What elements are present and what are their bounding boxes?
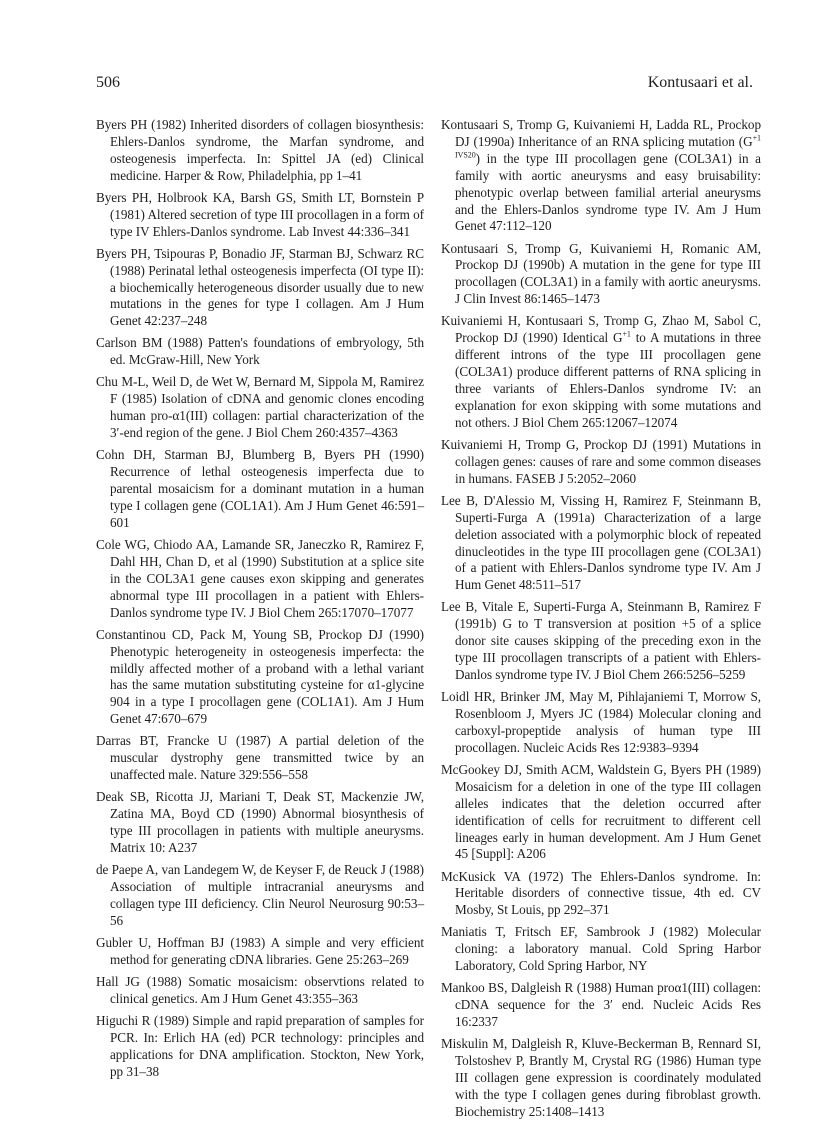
reference-entry: de Paepe A, van Landegem W, de Keyser F, de Reuck J (1988) Association of multiple intracranial aneurysms and collagen type III deficiency. Clin Neurol Neurosurg 90:53–56 bbox=[96, 862, 424, 928]
reference-entry: Hall JG (1988) Somatic mosaicism: observtions related to clinical genetics. Am J Hum Genet 43:355–363 bbox=[96, 973, 424, 1006]
superscript: +1 bbox=[622, 329, 631, 339]
reference-entry: Byers PH, Tsipouras P, Bonadio JF, Starman BJ, Schwarz RC (1988) Perinatal lethal osteogenesis imperfecta (OI type II): a biochemically heterogeneous disorder usually due to new mutations in the genes for type I collagen. Am J Hum Genet 42:237–248 bbox=[96, 245, 424, 329]
reference-entry: Constantinou CD, Pack M, Young SB, Prockop DJ (1990) Phenotypic heterogeneity in osteogenesis imperfecta: the mildly affected mother of a proband with a lethal variant has the same mutation substituting cysteine for α1-glycine 904 in a type I procollagen gene (COL1A1). Am J Hum Genet 47:670–679 bbox=[96, 626, 424, 727]
reference-entry: Byers PH, Holbrook KA, Barsh GS, Smith LT, Bornstein P (1981) Altered secretion of type III procollagen in a form of type IV Ehlers-Danlos syndrome. Lab Invest 44:336–341 bbox=[96, 189, 424, 239]
reference-entry: Loidl HR, Brinker JM, May M, Pihlajaniemi T, Morrow S, Rosenbloom J, Myers JC (1984) Molecular cloning and carboxyl-propeptide analysis of human type III procollagen. Nucleic Acids Res 12:9383–9394 bbox=[441, 689, 761, 755]
reference-entry: Kuivaniemi H, Tromp G, Prockop DJ (1991) Mutations in collagen genes: causes of rare and some common diseases in humans. FASEB J 5:2052–2060 bbox=[441, 436, 761, 486]
reference-entry: Chu M-L, Weil D, de Wet W, Bernard M, Sippola M, Ramirez F (1985) Isolation of cDNA and genomic clones encoding human pro-α1(III) collagen: partial characterization of the 3′-end region of the gene. J Biol Chem 260:4357–4363 bbox=[96, 374, 424, 441]
reference-entry: Higuchi R (1989) Simple and rapid preparation of samples for PCR. In: Erlich HA (ed) PCR technology: principles and applications for DNA amplification. Stockton, New York, pp 31–38 bbox=[96, 1012, 424, 1079]
reference-entry: Carlson BM (1988) Patten's foundations of embryology, 5th ed. McGraw-Hill, New York bbox=[96, 335, 424, 368]
reference-entry: Kontusaari S, Tromp G, Kuivaniemi H, Romanic AM, Prockop DJ (1990b) A mutation in the gene for type III procollagen (COL3A1) in a family with aortic aneurysms. J Clin Invest 86:1465–1473 bbox=[441, 240, 761, 307]
reference-entry: Lee B, Vitale E, Superti-Furga A, Steinmann B, Ramirez F (1991b) G to T transversion at position +5 of a splice donor site causes skipping of the preceding exon in the type III procollagen transcripts of a patient with Ehlers-Danlos syndrome type IV. J Biol Chem 266:5256–5259 bbox=[441, 599, 761, 683]
reference-entry: Gubler U, Hoffman BJ (1983) A simple and very efficient method for generating cDNA libraries. Gene 25:263–269 bbox=[96, 934, 424, 967]
page-header bbox=[96, 74, 753, 96]
reference-entry: Cohn DH, Starman BJ, Blumberg B, Byers PH (1990) Recurrence of lethal osteogenesis imperfecta due to parental mosaicism for a dominant mutation in a human type I collagen gene (COL1A1). Am J Hum Genet 46:591–601 bbox=[96, 447, 424, 530]
reference-entry: Kuivaniemi H, Kontusaari S, Tromp G, Zhao M, Sabol C, Prockop DJ (1990) Identical $G^{+1}$ to A mutations in three different introns of the type III procollagen gene (COL3A1) produce different patterns of RNA splicing in three variants of Ehlers-Danlos syndrome IV: an explanation for exon skipping with some mutations and not others. J Biol Chem 265:12067–12074 bbox=[441, 313, 761, 430]
reference-entry: Lee B, D'Alessio M, Vissing H, Ramirez F, Steinmann B, Superti-Furga A (1991a) Characterization of a large deletion associated with a polymorphic block of repeated dinucleotides in the type III procollagen gene (COL3A1) of a patient with Ehlers-Danlos syndrome type IV. Am J Hum Genet 48:511–517 bbox=[441, 492, 761, 593]
reference-entry: Miskulin M, Dalgleish R, Kluve-Beckerman B, Rennard SI, Tolstoshev P, Brantly M, Crystal RG (1986) Human type III collagen gene expression is coordinately modulated with the type I collagen genes during fibroblast growth. Biochemistry 25:1408–1413 bbox=[441, 1036, 761, 1119]
page-number: 506 bbox=[96, 74, 120, 91]
reference-entry: Deak SB, Ricotta JJ, Mariani T, Deak ST, Mackenzie JW, Zatina MA, Boyd CD (1990) Abnormal biosynthesis of type III procollagen in patients with multiple aneurysms. Matrix 10: A237 bbox=[96, 789, 424, 855]
reference-entry: Mankoo BS, Dalgleish R (1988) Human proα1(III) collagen: cDNA sequence for the 3′ end. Nucleic Acids Res 16:2337 bbox=[441, 980, 761, 1030]
reference-entry: McKusick VA (1972) The Ehlers-Danlos syndrome. In: Heritable disorders of connective tissue, 4th ed. CV Mosby, St Louis, pp 292–371 bbox=[441, 868, 761, 918]
reference-entry: Cole WG, Chiodo AA, Lamande SR, Janeczko R, Ramirez F, Dahl HH, Chan D, et al (1990) Substitution at a splice site in the COL3A1 gene causes exon skipping and generates abnormal type III procollagen in a patient with Ehlers-Danlos syndrome type IV. J Biol Chem 265:17070–17077 bbox=[96, 536, 424, 620]
running-head: Kontusaari et al. bbox=[647, 74, 753, 91]
reference-entry: Darras BT, Francke U (1987) A partial deletion of the muscular dystrophy gene transmitted twice by an unaffected male. Nature 329:556–558 bbox=[96, 733, 424, 783]
reference-entry: Maniatis T, Fritsch EF, Sambrook J (1982) Molecular cloning: a laboratory manual. Cold Spring Harbor Laboratory, Cold Spring Harbor, NY bbox=[441, 924, 761, 974]
references-left-column bbox=[96, 117, 424, 1086]
superscript: +1 IVS20 bbox=[455, 133, 761, 160]
references-right-column bbox=[441, 117, 761, 1126]
reference-entry: Kontusaari S, Tromp G, Kuivaniemi H, Ladda RL, Prockop DJ (1990a) Inheritance of an RNA splicing mutation $(G^{+1 IVS20})$ in the type III procollagen gene (COL3A1) in a family with aortic aneurysms and easy bruisability: phenotypic overlap between familial arterial aneurysms and the Ehlers-Danlos syndrome type IV. Am J Hum Genet 47:112–120 bbox=[441, 117, 761, 234]
reference-entry: McGookey DJ, Smith ACM, Waldstein G, Byers PH (1989) Mosaicism for a deletion in one of the type III collagen alleles indicates that the deletion occurred after identification of cells for recruitment to different cell lineages early in human development. Am J Hum Genet 45 [Suppl]: A206 bbox=[441, 761, 761, 862]
reference-entry: Byers PH (1982) Inherited disorders of collagen biosynthesis: Ehlers-Danlos syndrome, the Marfan syndrome, and osteogenesis imperfecta. In: Spittel JA (ed) Clinical medicine. Harper & Row, Philadelphia, pp 1–41 bbox=[96, 117, 424, 183]
